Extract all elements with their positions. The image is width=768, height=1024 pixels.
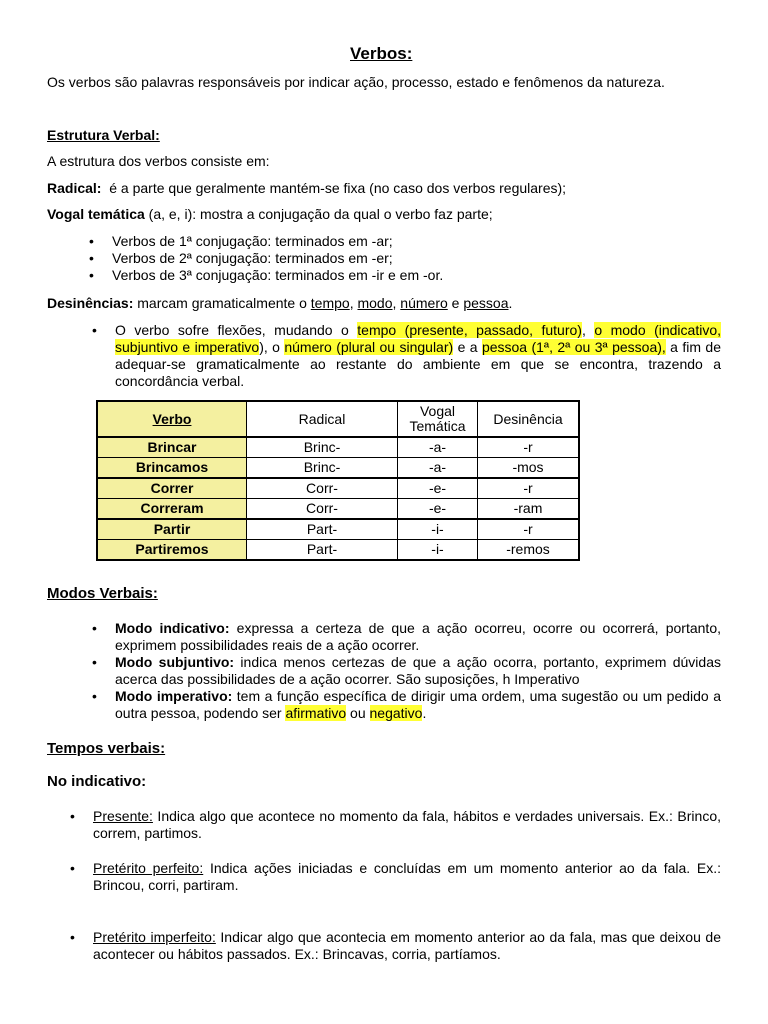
cell-verbo: Brincar xyxy=(97,437,247,458)
flexoes-list xyxy=(115,322,721,390)
flexoes-text: , xyxy=(581,322,595,338)
cell-vogal: -a- xyxy=(398,437,478,458)
table-row xyxy=(97,519,579,540)
header-verbo: Verbo xyxy=(97,401,247,437)
modo-imperativo-text: tem a função específica de dirigir uma ordem, uma sugestão ou um pedido a outra pessoa, podendo ser xyxy=(115,688,721,721)
separator: e xyxy=(447,295,464,311)
highlight-numero: número (plural ou singular) xyxy=(284,339,454,355)
radical-line xyxy=(47,180,566,197)
conjunction: ou xyxy=(346,705,370,721)
cell-desinencia: -remos xyxy=(478,540,580,561)
list-item xyxy=(115,688,721,722)
desinencias-text: marcam gramaticalmente o xyxy=(133,295,311,311)
cell-vogal: -a- xyxy=(398,458,478,479)
cell-verbo: Correr xyxy=(97,478,247,499)
table-row xyxy=(97,437,579,458)
cell-desinencia: -ram xyxy=(478,499,580,520)
cell-radical: Part- xyxy=(247,519,398,540)
flexoes-text: ), o xyxy=(259,339,285,355)
flexoes-text: e a xyxy=(453,339,482,355)
cell-vogal: -e- xyxy=(398,499,478,520)
cell-vogal: -i- xyxy=(398,540,478,561)
vogal-text: (a, e, i): mostra a conjugação da qual o verbo faz parte; xyxy=(144,206,493,222)
word-pessoa: pessoa xyxy=(463,295,509,311)
tempo-perfeito-text: Indica ações iniciadas e concluídas em um momento anterior ao da fala. Ex.: Brincou, corri, partiram. xyxy=(93,860,722,893)
cell-verbo: Partiremos xyxy=(97,540,247,561)
estrutura-line: A estrutura dos verbos consiste em: xyxy=(47,153,270,169)
period: . xyxy=(508,295,513,311)
cell-verbo: Correram xyxy=(97,499,247,520)
modo-subjuntivo-text: indica menos certezas de que a ação ocorra, portanto, exprimem dúvidas acerca das possibilidades de a ação ocorrer. São suposições, h Imperativo xyxy=(115,654,721,687)
cell-radical: Corr- xyxy=(247,499,398,520)
radical-label: Radical: xyxy=(47,180,102,196)
tempos-list xyxy=(93,808,721,842)
list-item xyxy=(93,808,721,842)
cell-verbo: Partir xyxy=(97,519,247,540)
cell-vogal: -e- xyxy=(398,478,478,499)
modo-subjuntivo-label: Modo subjuntivo: xyxy=(115,654,235,670)
highlight-negativo: negativo xyxy=(369,705,423,721)
modo-indicativo-label: Modo indicativo: xyxy=(115,620,230,636)
indicativo-subheading: No indicativo: xyxy=(47,773,147,790)
cell-desinencia: -mos xyxy=(478,458,580,479)
list-item xyxy=(115,654,721,688)
table-row xyxy=(97,499,579,520)
modos-heading: Modos Verbais: xyxy=(47,585,158,602)
cell-desinencia: -r xyxy=(478,519,580,540)
flexoes-text: a fim de adequar-se gramaticalmente ao restante do ambiente em que se encontra, trazendo a concordância verbal. xyxy=(115,339,721,389)
desinencias-line xyxy=(47,295,512,312)
word-tempo: tempo xyxy=(310,295,350,311)
cell-radical: Part- xyxy=(247,540,398,561)
modos-list xyxy=(115,620,721,722)
list-item xyxy=(93,860,721,894)
flexoes-text: O verbo sofre flexões, mudando o xyxy=(115,322,358,338)
list-item: • Verbos de 2ª conjugação: terminados em -er; xyxy=(112,250,443,267)
conjugacao-list xyxy=(112,233,443,284)
list-item: • Verbos de 3ª conjugação: terminados em -ir e em -or. xyxy=(112,267,443,284)
separator: , xyxy=(392,295,401,311)
tempo-presente-text: Indica algo que acontece no momento da fala, hábitos e verdades universais. Ex.: Brinco, correm, partimos. xyxy=(93,808,721,841)
estrutura-heading: Estrutura Verbal: xyxy=(47,127,160,143)
page-title: Verbos: xyxy=(350,44,413,63)
tempo-perfeito-label: Pretérito perfeito: xyxy=(93,860,204,876)
list-item xyxy=(115,322,721,390)
intro-paragraph: Os verbos são palavras responsáveis por indicar ação, processo, estado e fenômenos da natureza. xyxy=(47,74,665,90)
table-row xyxy=(97,540,579,561)
vogal-line xyxy=(47,206,493,223)
tempos-list xyxy=(93,860,721,894)
cell-radical: Brinc- xyxy=(247,458,398,479)
cell-verbo: Brincamos xyxy=(97,458,247,479)
tempos-list xyxy=(93,929,721,963)
desinencias-label: Desinências: xyxy=(47,295,134,311)
table-row xyxy=(97,458,579,479)
list-item xyxy=(115,620,721,654)
tempo-imperfeito-label: Pretérito imperfeito: xyxy=(93,929,216,945)
highlight-modo: o modo (indicativo, subjuntivo e imperativo xyxy=(115,322,721,355)
vogal-label: Vogal temática xyxy=(47,206,145,222)
highlight-tempo: tempo (presente, passado, futuro) xyxy=(357,322,582,338)
header-vogal: Vogal Temática xyxy=(398,401,478,437)
list-item xyxy=(93,929,721,963)
header-radical: Radical xyxy=(247,401,398,437)
cell-desinencia: -r xyxy=(478,478,580,499)
tempo-presente-label: Presente: xyxy=(93,808,153,824)
tempo-imperfeito-text: Indicar algo que acontecia em momento anterior ao da fala, mas que deixou de acontecer ou hábitos passados. Ex.: Brincavas, corria, partíamos. xyxy=(93,929,721,962)
list-item: • Verbos de 1ª conjugação: terminados em -ar; xyxy=(112,233,443,250)
modo-indicativo-text: expressa a certeza de que a ação ocorreu, ocorre ou ocorrerá, portanto, exprimem possibilidades reais de a ação ocorrer. xyxy=(115,620,721,653)
cell-desinencia: -r xyxy=(478,437,580,458)
word-numero: número xyxy=(400,295,448,311)
cell-radical: Brinc- xyxy=(247,437,398,458)
cell-vogal: -i- xyxy=(398,519,478,540)
tempos-heading: Tempos verbais: xyxy=(47,740,166,757)
header-desinencia: Desinência xyxy=(478,401,580,437)
word-modo: modo xyxy=(357,295,393,311)
highlight-pessoa: pessoa (1ª, 2ª ou 3ª pessoa), xyxy=(481,339,666,355)
table-header-row xyxy=(97,401,579,437)
radical-text: é a parte que geralmente mantém-se fixa (no caso dos verbos regulares); xyxy=(101,180,567,196)
table-row xyxy=(97,478,579,499)
highlight-afirmativo: afirmativo xyxy=(285,705,347,721)
cell-radical: Corr- xyxy=(247,478,398,499)
period: . xyxy=(422,705,427,721)
separator: , xyxy=(349,295,358,311)
modo-imperativo-label: Modo imperativo: xyxy=(115,688,233,704)
verb-structure-table xyxy=(96,400,580,561)
